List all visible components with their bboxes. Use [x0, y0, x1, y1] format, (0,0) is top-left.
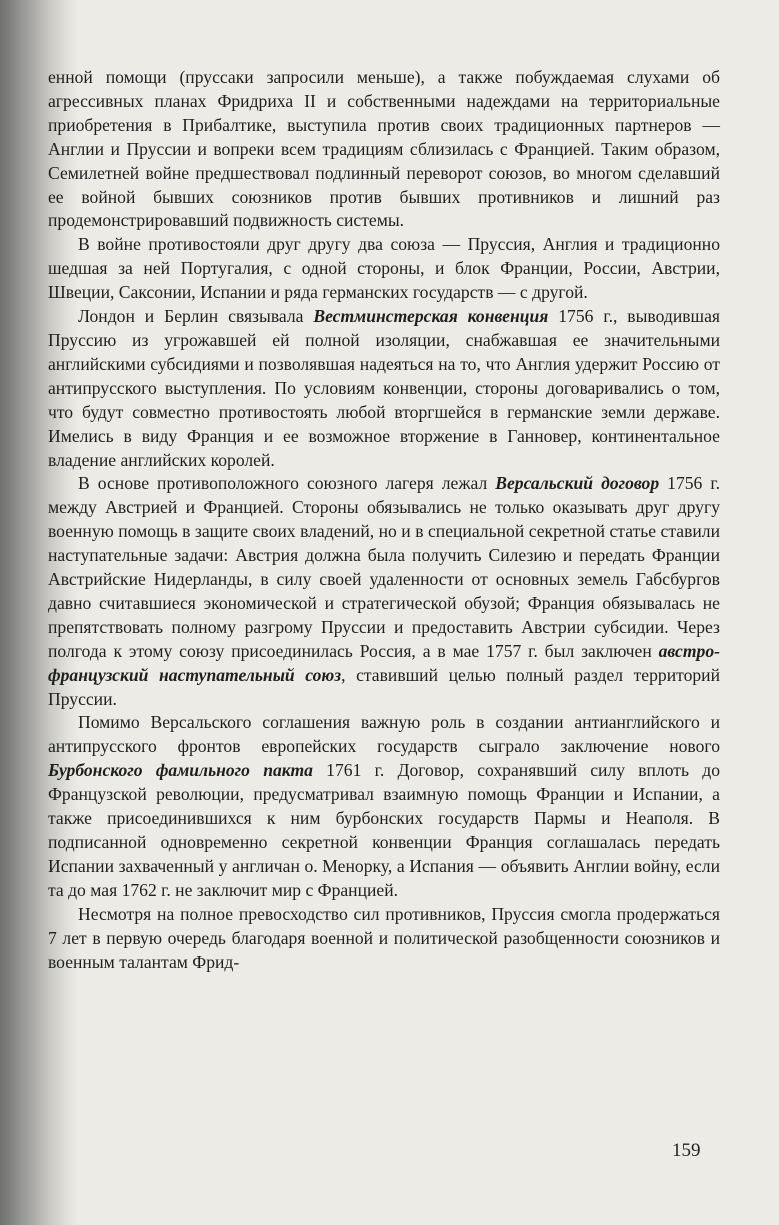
emphasized-term: Бурбонского фамильного пакта — [48, 760, 313, 781]
text-run: В войне противостояли друг другу два союза — Пруссия, Англия и традиционно шедшая за ней Португалия, с одной стороны, и блок Франции, России, Австрии, Швеции, Саксонии, Испании и ряда германских государств — с другой. — [48, 234, 720, 303]
paragraph — [48, 305, 720, 472]
text-run: енной помощи (пруссаки запросили меньше), а также побуждаемая слухами об агрессивных планах Фридриха II и собственными надеждами на территориальные приобретения в Прибалтике, выступила против своих традиционных партнеров — Англии и Пруссии и вопреки всем традициям сблизилась с Францией. Таким образом, Семилетней войне предшествовал подлинный переворот союзов, во многом сделавший ее войной бывших союзников против бывших противников и лишний раз продемонстрировавший подвижность системы. — [48, 67, 720, 231]
paragraph — [48, 233, 720, 305]
paragraph — [48, 66, 720, 233]
text-run: 1756 г. между Австрией и Францией. Стороны обязывались не только оказывать друг другу военную помощь в защите своих владений, но и в специальной секретной статье ставили наступательные задачи: Австрия должна была получить Силезию и передать Франции Австрийские Нидерланды, в силу своей удаленности от основных земель Габсбургов давно считавшиеся экономической и стратегической обузой; Франция обязывалась не препятствовать полному разгрому Пруссии и предоставить Австрии субсидии. Через полгода к этому союзу присоединилась Россия, а в мае 1757 г. был заключен — [48, 473, 720, 661]
text-run: В основе противоположного союзного лагеря лежал — [78, 473, 496, 494]
text-run: , ставивший целью полный раздел территорий Пруссии. — [48, 664, 720, 709]
emphasized-term: Версальский договор — [495, 473, 660, 494]
text-run: Помимо Версальского соглашения важную роль в создании антианглийского и антипрусского фронтов европейских государств сыграло заключение нового — [48, 712, 720, 757]
text-run: Лондон и Берлин связывала — [78, 306, 314, 327]
page-body-text — [48, 66, 720, 974]
emphasized-term: Вестминстерская конвенция — [313, 306, 549, 327]
page-number: 159 — [672, 1140, 701, 1161]
paragraph — [48, 711, 720, 902]
paragraph — [48, 903, 720, 975]
text-run: Несмотря на полное превосходство сил противников, Пруссия смогла продержаться 7 лет в первую очередь благодаря военной и политической разобщенности союзников и военным талантам Фрид- — [48, 903, 720, 972]
text-run: 1756 г., выводившая Пруссию из угрожавшей ей полной изоляции, снабжавшая ее значительными английскими субсидиями и позволявшая надеяться на то, что Англия удержит Россию от антипрусского выступления. По условиям конвенции, стороны договаривались о том, что будут совместно противостоять любой вторгшейся в германские земли державе. Имелись в виду Франция и ее возможное вторжение в Ганновер, континентальное владение английских королей. — [48, 306, 721, 470]
paragraph — [48, 472, 720, 711]
text-run: 1761 г. Договор, сохранявший силу вплоть до Французской революции, предусматривал взаимную помощь Франции и Испании, а также присоединившихся к ним бурбонских государств Пармы и Неаполя. В подписанной одновременно секретной конвенции Франция соглашалась передать Испании захваченный у англичан о. Менорку, а Испания — объявить Англии войну, если та до мая 1762 г. не заключит мир с Францией. — [48, 760, 720, 900]
emphasized-term: австро-французский наступательный союз — [48, 640, 720, 685]
